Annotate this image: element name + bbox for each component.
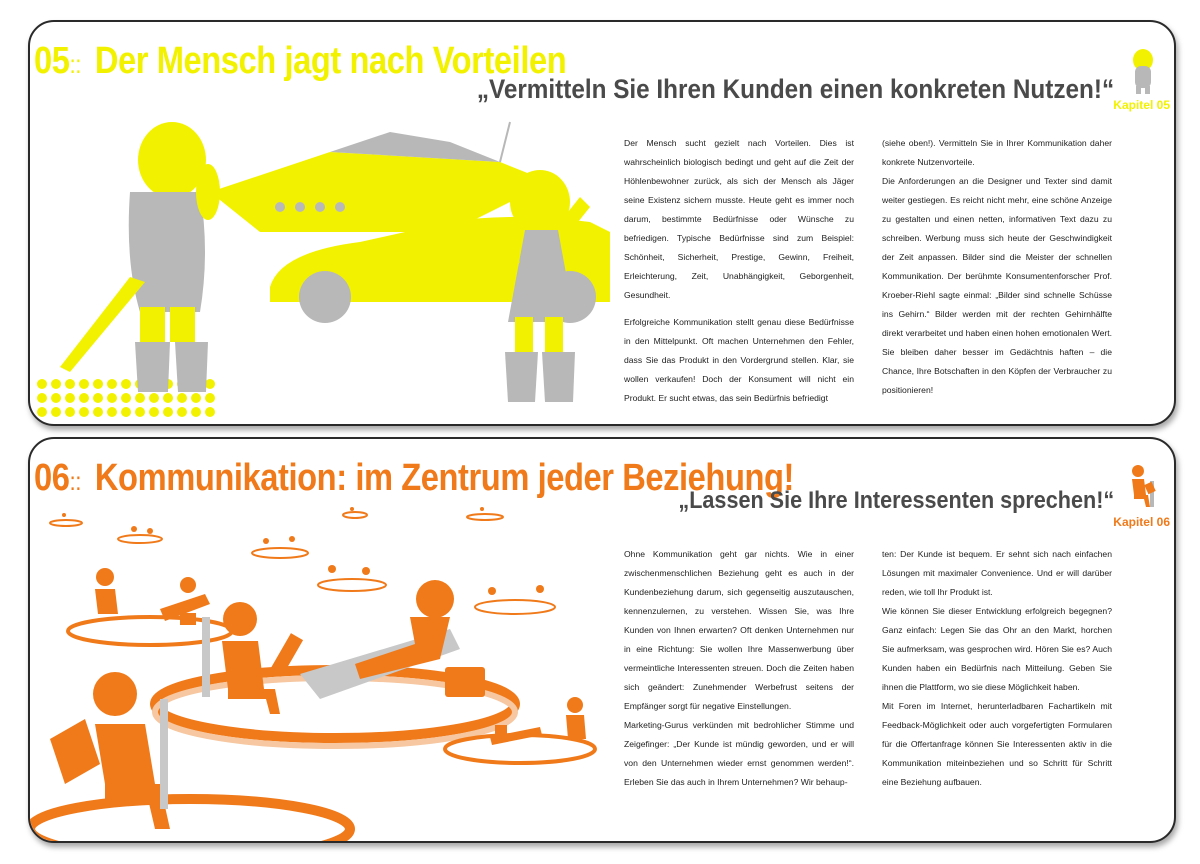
chapter-06-number: 06 xyxy=(34,457,70,499)
chapter-06-panel xyxy=(28,437,1176,843)
chapter-06-illustration xyxy=(30,499,630,841)
chapter-06-paragraph: Mit Foren im Internet, herunterladbaren Fachartikeln mit Feedback-Möglichkeit oder auch vorgefertigten Formularen für die Offertanfrage können Sie Interessenten aktiv in die Kommunikation miteinbeziehen und so Schritt für Schritt eine Beziehung aufbauen. xyxy=(882,701,1112,787)
chapter-05-number: 05 xyxy=(34,40,70,82)
chapter-05-panel xyxy=(28,20,1176,426)
foreground-figure xyxy=(30,672,350,841)
chapter-06-paragraph: Wie können Sie dieser Entwicklung erfolgreich begegnen? Ganz einfach: Legen Sie das Ohr an den Markt, horchen Sie aufmerksam, was gesprochen wird. Hören Sie es? Auch Kunden haben ein Bedürfnis nach Mitteilung. Geben Sie ihnen die Plattform, wo sie diese Möglichkeit haben. xyxy=(882,606,1112,692)
distant-platforms xyxy=(50,512,555,614)
chapter-06-colons: :: xyxy=(69,466,82,496)
chapter-05-paragraph: (siehe oben!). Vermitteln Sie in Ihrer Kommunikation daher konkrete Nutzenvorteile. xyxy=(882,138,1112,167)
chapter-05-colons: :: xyxy=(69,49,82,79)
chapter-05-paragraph: Erfolgreiche Kommunikation stellt genau diese Bedürfnisse in den Mittelpunkt. Oft machen Unternehmen den Fehler, dass Sie das Produkt in den Vordergrund stellen. Klar, sie wollen verkaufen! Doch der Konsument will nicht ein Produkt. Er sucht etwas, das sein Bedürfnis befriedigt xyxy=(624,317,854,403)
chapter-05-title-text: Der Mensch jagt nach Vorteilen xyxy=(94,40,567,82)
caveman-figure xyxy=(60,122,220,392)
chapter-05-column-2 xyxy=(882,134,1112,408)
central-platform xyxy=(155,580,515,746)
chapter-05-kapitel-label: Kapitel 05 xyxy=(1113,98,1170,112)
chapter-06-kapitel-label: Kapitel 06 xyxy=(1113,515,1170,529)
chapter-05-illustration xyxy=(30,112,630,424)
chapter-06-subtitle: „Lassen Sie Ihre Interessenten sprechen!“ xyxy=(678,487,1114,514)
chapter-06-title-text: Kommunikation: im Zentrum jeder Beziehung! xyxy=(94,457,795,499)
chapter-05-subtitle: „Vermitteln Sie Ihren Kunden einen konkreten Nutzen!“ xyxy=(476,74,1114,104)
chapter-06-paragraph: Ohne Kommunikation geht gar nichts. Wie in einer zwischenmenschlichen Beziehung geht es auch in der Kundenbeziehung darum, sich gegenseitig auszutauschen, kennenzulernen, zu verstehen. Wissen Sie, was Ihre Kunden von Ihnen erwarten? Oft denken Unternehmen nur in eine Richtung: Sie wollen Ihre Massenwerbung über vermeintliche Interessenten streuen. Doch die Zeiten haben sich geändert: Zunehmender Werbefrust seitens der Empfänger sorgt für negative Einstellungen. xyxy=(624,549,854,711)
chapter-06-column-1 xyxy=(624,545,854,792)
caveman-chapter-icon xyxy=(1126,46,1160,96)
chapter-05-paragraph: Der Mensch sucht gezielt nach Vorteilen. Dies ist wahrscheinlich biologisch bedingt und geht auf die Zeit der Höhlenbewohner zurück, als sich der Mensch als Jäger seine Existenz sichern musste. Heute geht es immer noch darum, bestimmte Bedürfnisse oder Wünsche zu befriedigen. Typische Bedürfnisse sind zum Beispiel: Schönheit, Sicherheit, Prestige, Gewinn, Freiheit, Erleichterung, Zeit, Unabhängigkeit, Geborgenheit, Gesundheit. xyxy=(624,138,854,300)
sitting-person-chapter-icon xyxy=(1120,463,1160,511)
speedboat-shape xyxy=(210,122,550,232)
chapter-06-paragraph: ten: Der Kunde ist bequem. Er sehnt sich nach einfachen Lösungen mit maximaler Convenience. Und er will darüber reden, wie toll Ihr Produkt ist. xyxy=(882,549,1112,597)
chapter-06-column-2 xyxy=(882,545,1112,792)
chapter-05-paragraph: Die Anforderungen an die Designer und Texter sind damit weiter gestiegen. Es reicht nicht mehr, eine schöne Anzeige zu gestalten und einen netten, informativen Text dazu zu schreiben. Werbung muss sich heute der Geschwindigkeit der Zeit anpassen. Bilder sind die Meister der schnellen Kommunikation. Der berühmte Konsumentenforscher Prof. Kroeber-Riehl sagte einmal: „Bilder sind schnelle Schüsse ins Gehirn.“ Bilder werden mit der rechten Gehirnhälfte direkt verarbeitet und haben einen hohen emotionalen Wert. Sie bleiben daher besser im Gedächtnis haften – die Chance, Ihre Botschaften in den Köpfen der Verbraucher zu positionieren! xyxy=(882,176,1112,395)
chapter-05-column-1 xyxy=(624,134,854,416)
chapter-06-paragraph: Marketing-Gurus verkünden mit bedrohlicher Stimme und Zeigefinger: „Der Kunde ist mündig geworden, und er will von den Unternehmen wieder ernst genommen werden!“. Erleben Sie das auch in Ihrem Unternehmen? Wir behaup- xyxy=(624,720,854,787)
